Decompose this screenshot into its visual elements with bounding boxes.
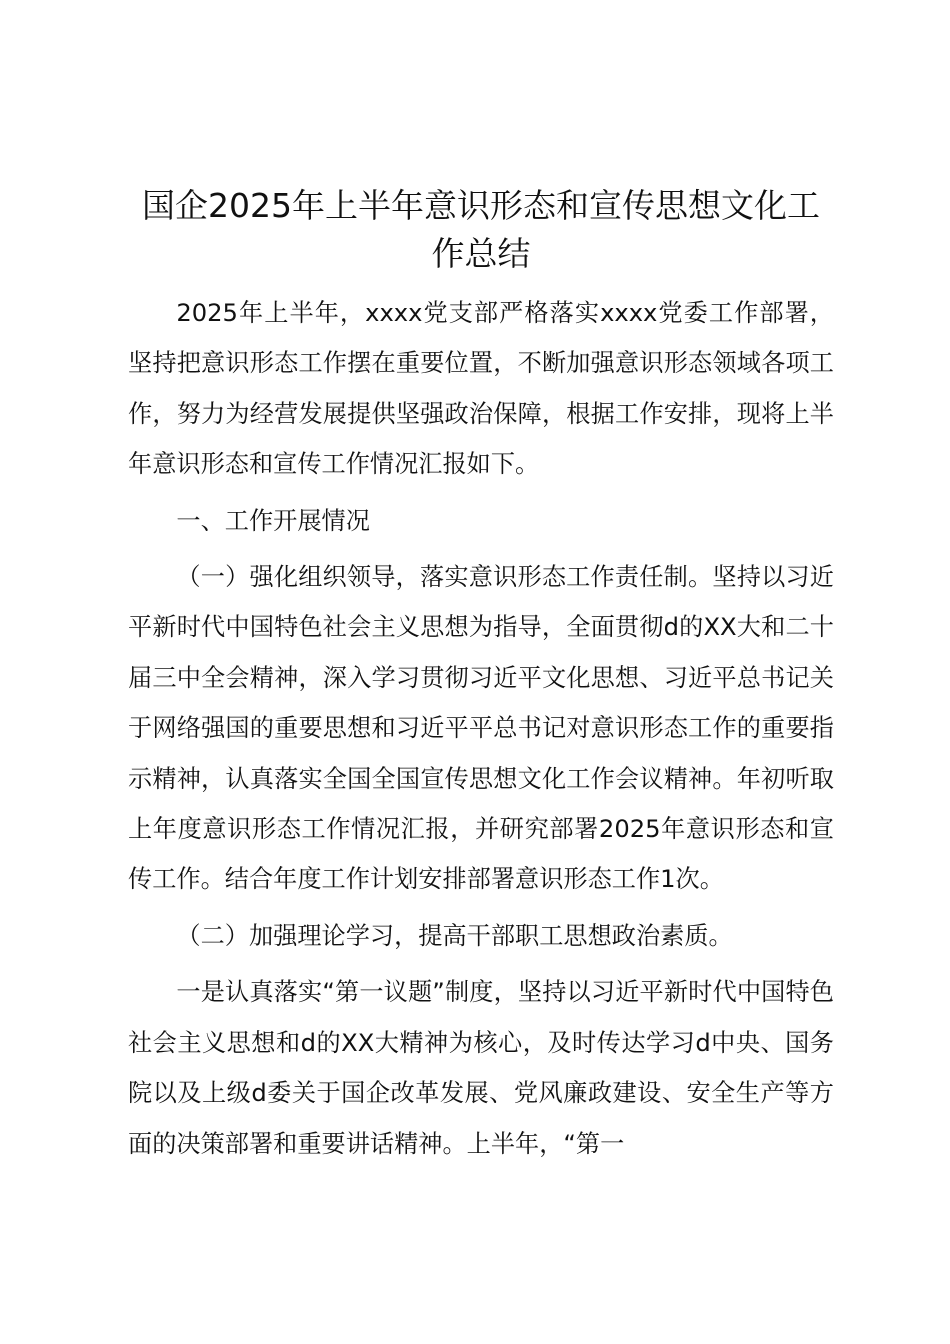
paragraph-intro: 2025年上半年，xxxx党支部严格落实xxxx党委工作部署，坚持把意识形态工作摆在重要位置，不断加强意识形态领域各项工作，努力为经营发展提供坚强政治保障，根据工作安排，现将上半年意识形态和宣传工作情况汇报如下。 — [128, 299, 834, 479]
section-heading-1: 一、工作开展情况 — [176, 506, 370, 535]
paragraph-section-1-2-heading: （二）加强理论学习，提高干部职工思想政治素质。 — [176, 921, 733, 950]
document-body — [128, 288, 834, 1169]
paragraph-section-1-1: （一）强化组织领导，落实意识形态工作责任制。坚持以习近平新时代中国特色社会主义思想为指导，全面贯彻d的XX大和二十届三中全会精神，深入学习贯彻习近平文化思想、习近平总书记关于网络强国的重要思想和习近平平总书记对意识形态工作的重要指示精神，认真落实全国全国宣传思想文化工作会议精神。年初听取上年度意识形态工作情况汇报，并研究部署2025年意识形态和宣传工作。结合年度工作计划安排部署意识形态工作1次。 — [128, 563, 834, 894]
paragraph-first-topic: 一是认真落实“第一议题”制度，坚持以习近平新时代中国特色社会主义思想和d的XX大精神为核心，及时传达学习d中央、国务院以及上级d委关于国企改革发展、党风廉政建设、安全生产等方面的决策部署和重要讲话精神。上半年，“第一 — [128, 978, 834, 1158]
document-title: 国企2025年上半年意识形态和宣传思想文化工作总结 — [142, 186, 820, 273]
document-page — [128, 182, 834, 1169]
